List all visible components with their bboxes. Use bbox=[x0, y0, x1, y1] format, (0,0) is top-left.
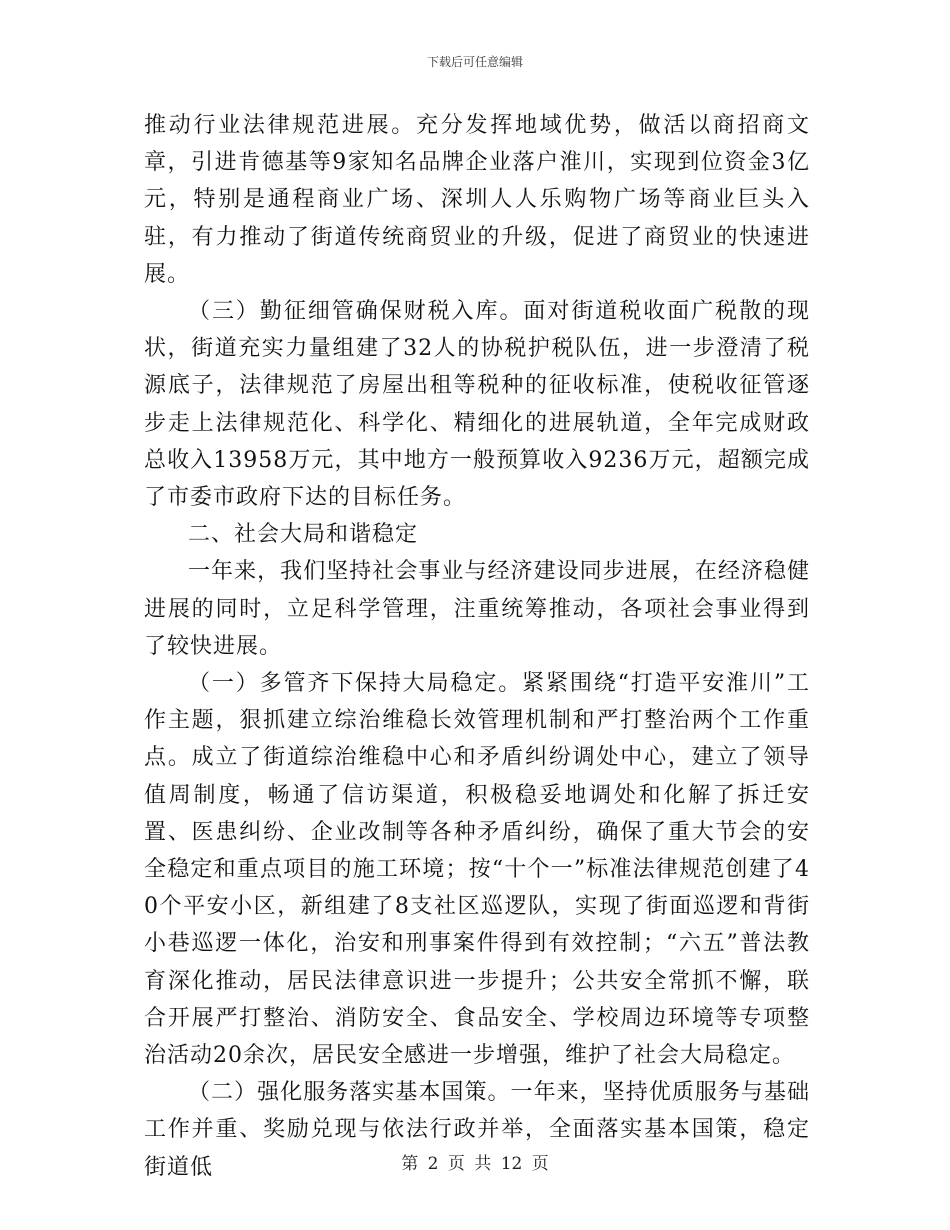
section-heading-social-stability: 二、社会大局和谐稳定 bbox=[188, 522, 419, 548]
body-text bbox=[144, 107, 810, 1186]
page-header: 下载后可任意编辑 bbox=[426, 55, 523, 69]
page-number-footer: 第 2 页 共 12 页 bbox=[401, 1154, 549, 1174]
paragraph-social-overview: 一年来，我们坚持社会事业与经济建设同步进展，在经济稳健进展的同时，立足科学管理，注重统筹推动，各项社会事业得到了较快进展。 bbox=[144, 559, 810, 659]
paragraph-public-safety: （一）多管齐下保持大局稳定。紧紧围绕“打造平安淮川”工作主题，狠抓建立综治维稳长效管理机制和严打整治两个工作重点。成立了街道综治维稳中心和矛盾纠纷调处中心，建立了领导值周制度，畅通了信访渠道，积极稳妥地调处和化解了拆迁安置、医患纠纷、企业改制等各种矛盾纠纷，确保了重大节会的安全稳定和重点项目的施工环境；按“十个一”标准法律规范创建了40个平安小区，新组建了8支社区巡逻队，实现了街面巡逻和背街小巷巡逻一体化，治安和刑事案件得到有效控制；“六五”普法教育深化推动，居民法律意识进一步提升；公共安全常抓不懈，联合开展严打整治、消防安全、食品安全、学校周边环境等专项整治活动20余次，居民安全感进一步增强，维护了社会大局稳定。 bbox=[144, 671, 810, 1069]
paragraph-tax-collection: （三）勤征细管确保财税入库。面对街道税收面广税散的现状，街道充实力量组建了32人的协税护税队伍，进一步澄清了税源底子，法律规范了房屋出租等税种的征收标准，使税收征管逐步走上法律规范化、科学化、精细化的进展轨道，全年完成财政总收入13958万元，其中地方一般预算收入9236万元，超额完成了市委市政府下达的目标任务。 bbox=[144, 299, 810, 511]
paragraph-basic-policy: （二）强化服务落实基本国策。一年来，坚持优质服务与基础工作并重、奖励兑现与依法行政并举，全面落实基本国策，稳定街道低 bbox=[144, 1080, 810, 1180]
paragraph-trade-development: 推动行业法律规范进展。充分发挥地域优势，做活以商招商文章，引进肯德基等9家知名品牌企业落户淮川，实现到位资金3亿元，特别是通程商业广场、深圳人人乐购物广场等商业巨头入驻，有力推动了街道传统商贸业的升级，促进了商贸业的快速进展。 bbox=[144, 113, 810, 287]
